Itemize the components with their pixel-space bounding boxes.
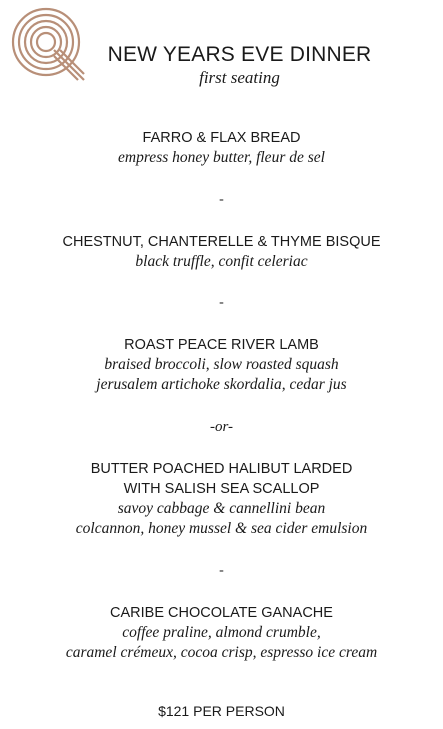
course-lamb bbox=[0, 335, 443, 395]
course-halibut bbox=[0, 459, 443, 539]
separator-or: -or- bbox=[209, 419, 234, 435]
course-bread bbox=[0, 128, 443, 168]
separator: - bbox=[219, 563, 224, 578]
separator: - bbox=[219, 295, 224, 310]
course-description: coffee praline, almond crumble, bbox=[122, 624, 321, 641]
course-bisque bbox=[0, 232, 443, 272]
course-name: CHESTNUT, CHANTERELLE & THYME BISQUE bbox=[62, 234, 381, 250]
course-description: braised broccoli, slow roasted squash bbox=[104, 356, 339, 373]
course-name: WITH SALISH SEA SCALLOP bbox=[123, 481, 320, 497]
menu-price: $121 PER PERSON bbox=[158, 703, 285, 719]
course-ganache bbox=[0, 603, 443, 663]
separator: - bbox=[219, 192, 224, 207]
course-description: caramel crémeux, cocoa crisp, espresso ice cream bbox=[65, 644, 378, 661]
course-name: FARRO & FLAX BREAD bbox=[142, 130, 301, 146]
course-description: jerusalem artichoke skordalia, cedar jus bbox=[96, 376, 347, 393]
menu-header bbox=[0, 42, 443, 88]
course-description: empress honey butter, fleur de sel bbox=[118, 149, 325, 166]
course-name: CARIBE CHOCOLATE GANACHE bbox=[110, 605, 333, 621]
course-description: colcannon, honey mussel & sea cider emulsion bbox=[75, 520, 368, 537]
course-name: ROAST PEACE RIVER LAMB bbox=[124, 337, 319, 353]
course-name: BUTTER POACHED HALIBUT LARDED bbox=[90, 461, 353, 477]
menu-title: NEW YEARS EVE DINNER bbox=[107, 43, 372, 66]
course-description: savoy cabbage & cannellini bean bbox=[117, 500, 326, 517]
course-description: black truffle, confit celeriac bbox=[135, 253, 308, 270]
menu-subtitle: first seating bbox=[199, 68, 280, 87]
